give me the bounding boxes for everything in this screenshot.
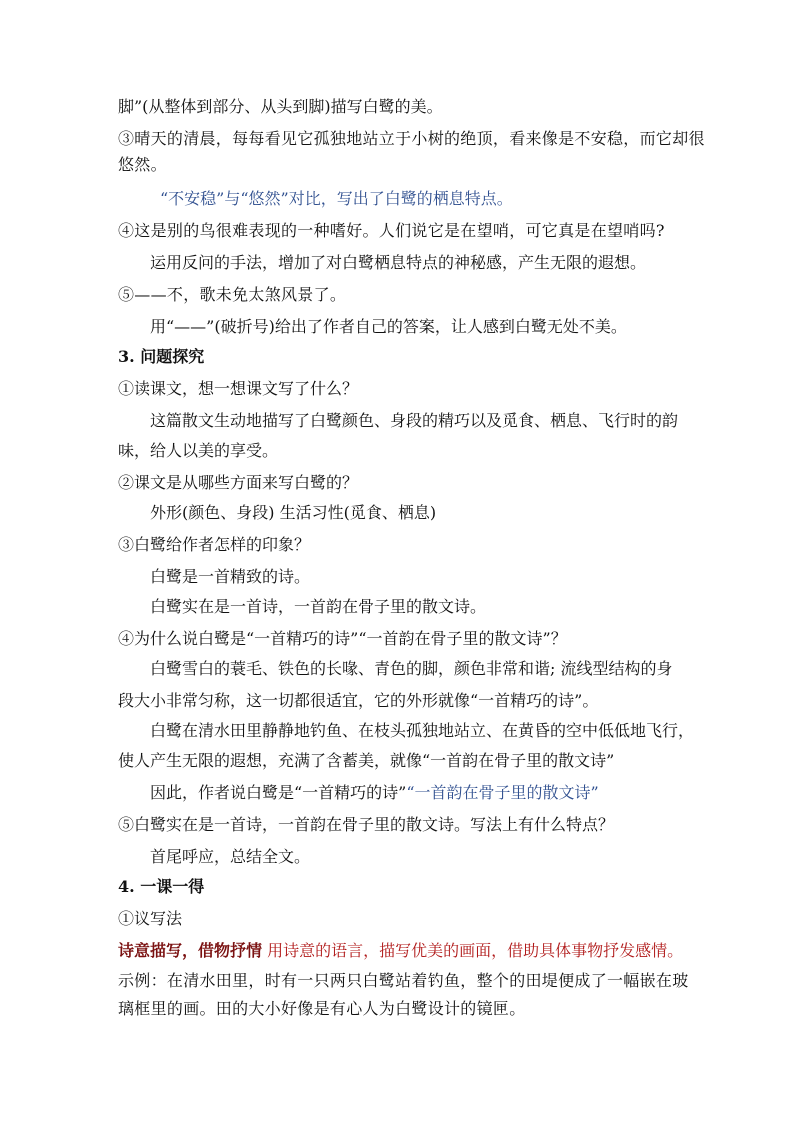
analysis-line: 用“——”(破折号)给出了作者自己的答案，让人感到白鹭无处不美。 [150,317,627,336]
answer-line: 白鹭是一首精致的诗。 [150,567,311,586]
section-heading: 4. 一课一得 [118,877,205,896]
analysis-line: 运用反问的手法，增加了对白鹭栖息特点的神秘感，产生无限的遐想。 [150,253,647,272]
question-line: ⑤白鹭实在是一首诗，一首韵在骨子里的散文诗。写法上有什么特点？ [118,815,615,834]
text-line: ⑤——不，歌未免太煞风景了。 [118,285,347,304]
question-line: ④为什么说白鹭是“一首精巧的诗”“一首韵在骨子里的散文诗”？ [118,629,567,648]
example-line: 璃框里的画。田的大小好像是有心人为白鹭设计的镜匣。 [118,999,526,1018]
method-description: 用诗意的语言，描写优美的画面，借助具体事物抒发感情。 [267,941,684,960]
method-line [118,940,684,962]
method-title: 诗意描写，借物抒情 [118,941,263,960]
answer-line: 白鹭在清水田里静静地钓鱼、在枝头孤独地站立、在黄昏的空中低低地飞行， [150,721,695,740]
question-line: ①读课文，想一想课文写了什么？ [118,379,359,398]
analysis-line: “不安稳”与“悠然”对比，写出了白鹭的栖息特点。 [160,189,513,208]
answer-line: 这篇散文生动地描写了白鹭颜色、身段的精巧以及觅食、栖息、飞行时的韵 [150,411,679,430]
text-line: ④这是别的鸟很难表现的一种嗜好。人们说它是在望哨，可它真是在望哨吗? [118,221,665,240]
section-heading: 3. 问题探究 [118,347,205,366]
example-line: 示例：在清水田里，时有一只两只白鹭站着钓鱼，整个的田堤便成了一幅嵌在玻 [118,971,689,990]
answer-line: 白鹭实在是一首诗，一首韵在骨子里的散文诗。 [150,597,487,616]
answer-line: 段大小非常匀称，这一切都很适宜，它的外形就像“一首精巧的诗”。 [118,691,599,710]
question-line: ②课文是从哪些方面来写白鹭的？ [118,473,359,492]
answer-text: 因此，作者说白鹭是“一首精巧的诗” [150,783,407,802]
answer-line: 使人产生无限的遐想，充满了含蓄美，就像“一首韵在骨子里的散文诗” [118,751,615,770]
text-line: ③晴天的清晨，每每看见它孤独地站立于小树的绝顶，看来像是不安稳，而它却很 [118,129,705,148]
answer-line: 味，给人以美的享受。 [118,441,279,460]
subheading-line: ①议写法 [118,909,183,928]
text-line: 脚”(从整体到部分、从头到脚)描写白鹭的美。 [118,97,443,116]
answer-line: 白鹭雪白的蓑毛、铁色的长喙、青色的脚，颜色非常和谐; 流线型结构的身 [150,659,673,678]
question-line: ③白鹭给作者怎样的印象？ [118,535,311,554]
answer-line: 外形(颜色、身段) 生活习性(觅食、栖息) [150,503,437,522]
text-line: 悠然。 [118,155,167,174]
answer-line: 首尾呼应，总结全文。 [150,847,311,866]
answer-highlight: “一首韵在骨子里的散文诗” [406,783,599,802]
answer-line [150,782,678,804]
